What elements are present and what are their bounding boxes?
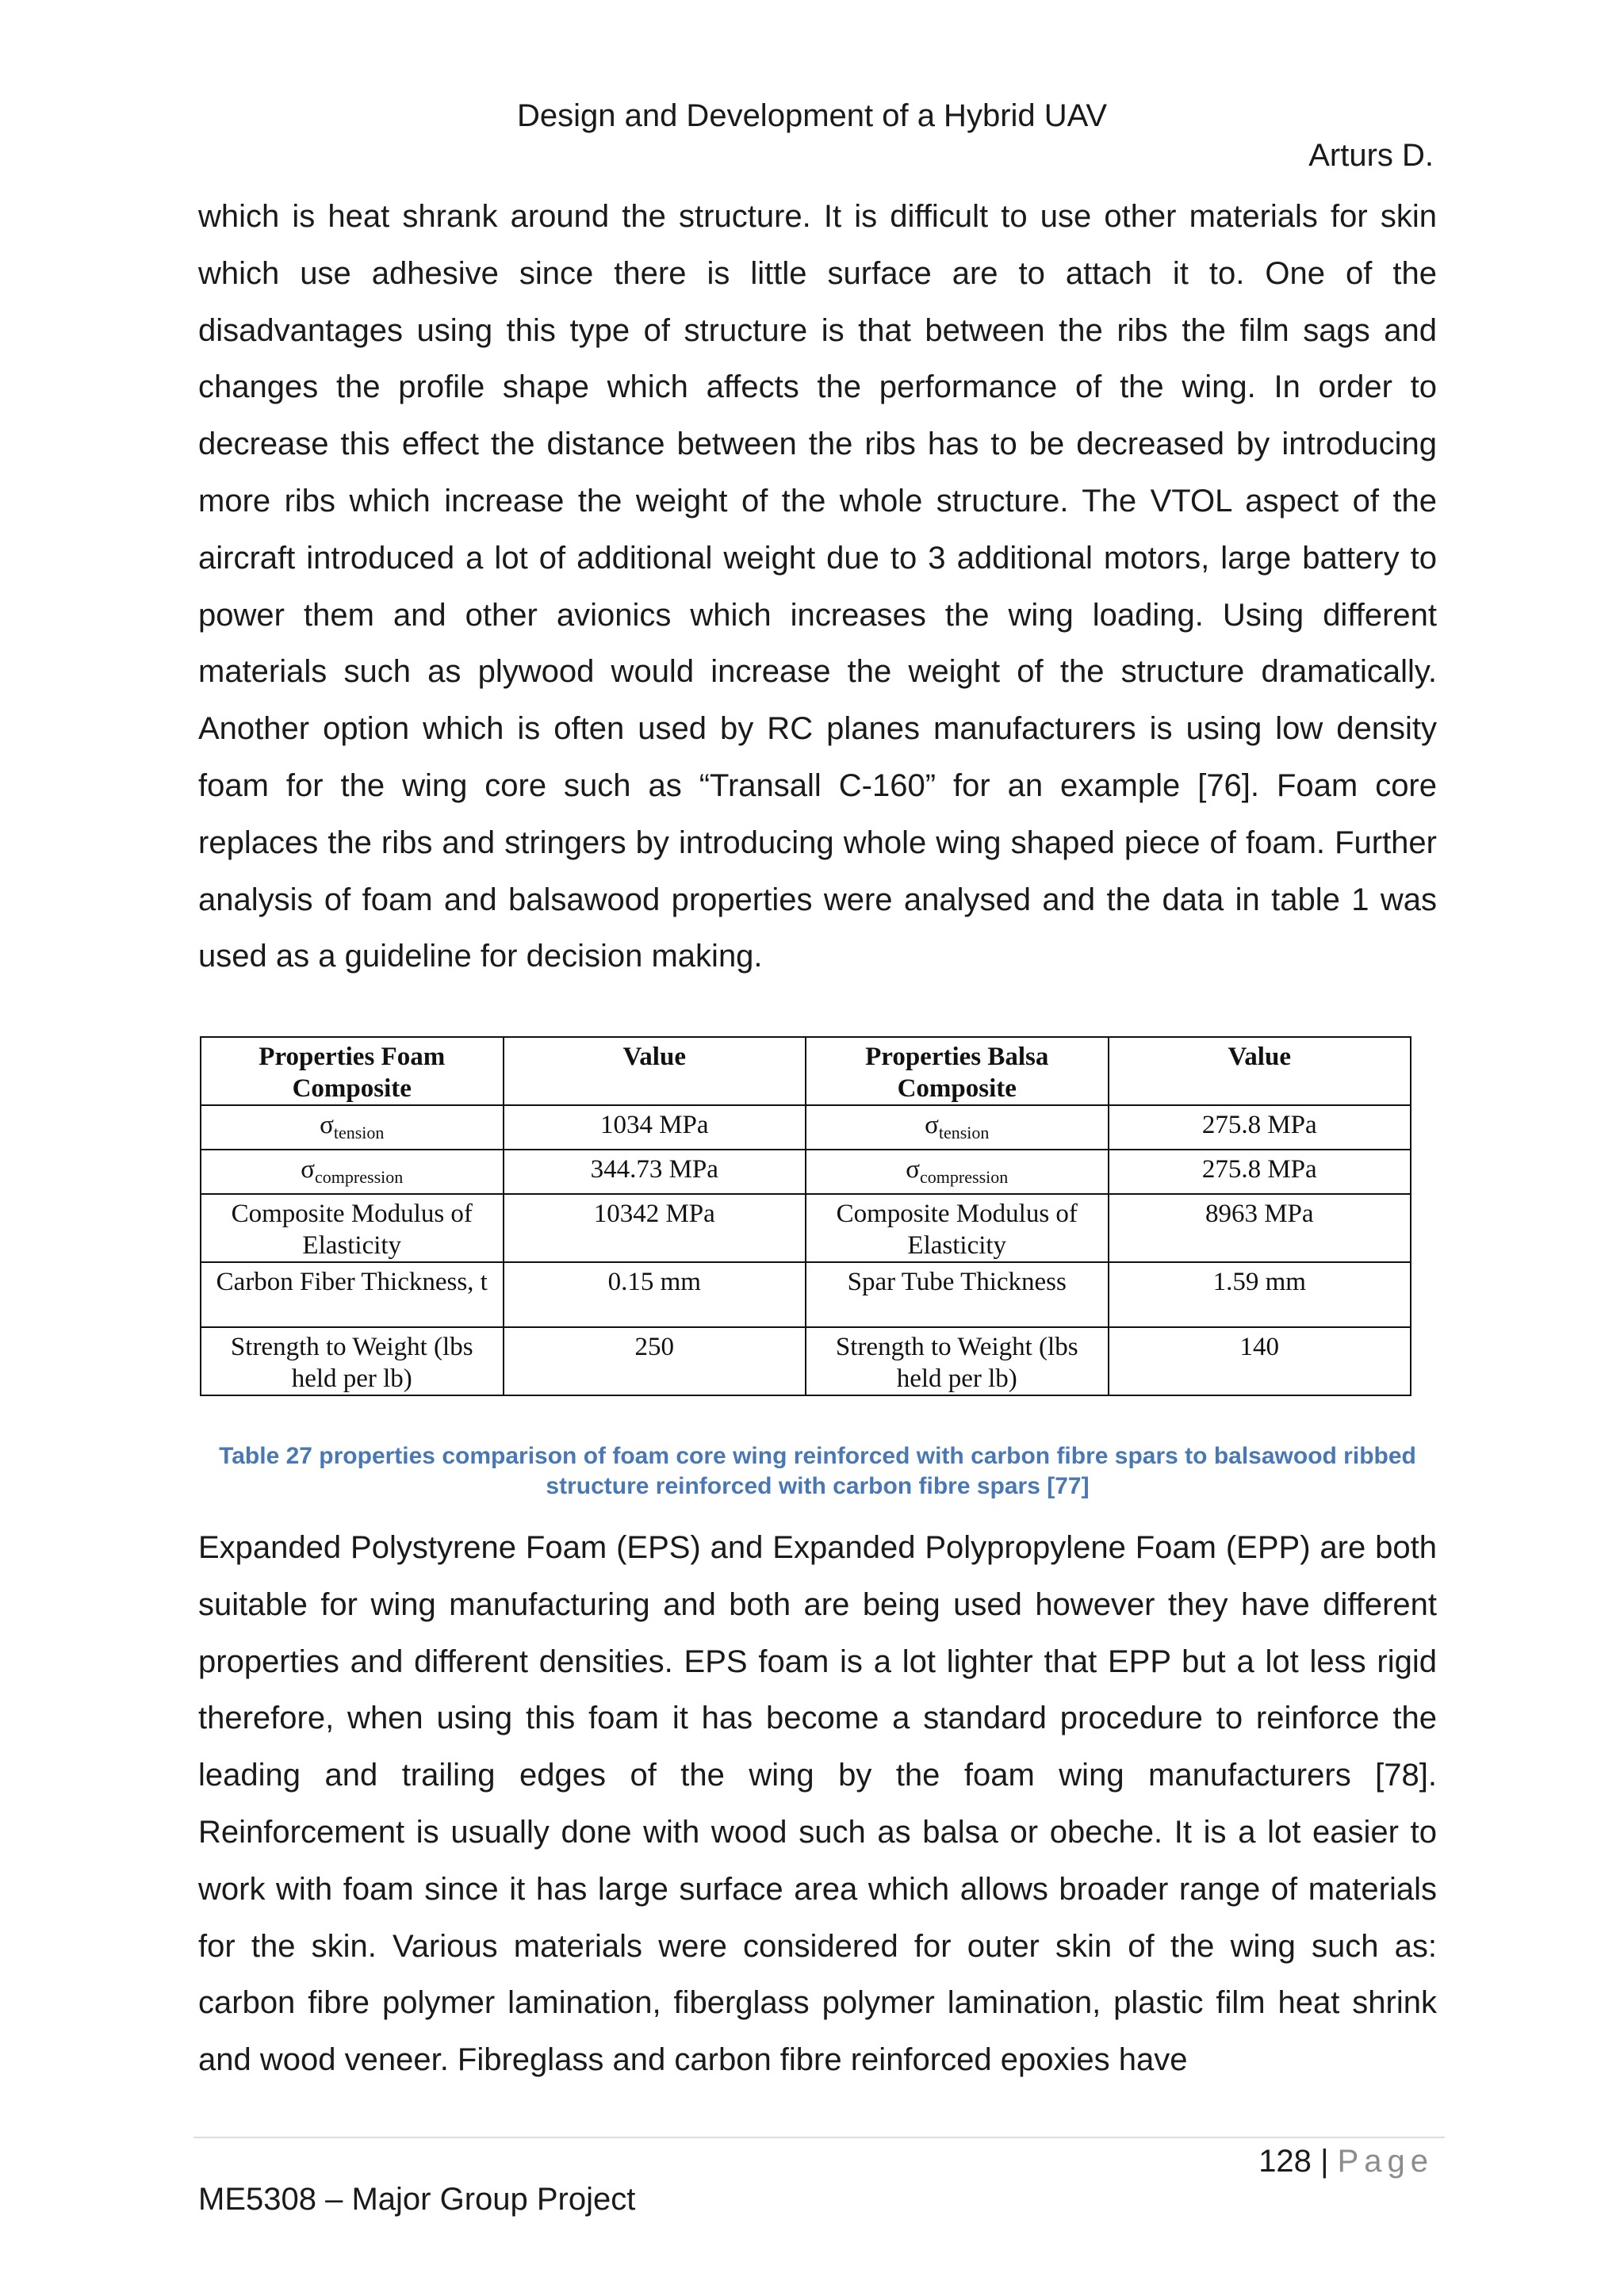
table-row [201,1105,1411,1150]
table-cell: 1.59 mm [1109,1262,1411,1327]
sigma-symbol: $\sigma_{tension}$ [925,1111,990,1142]
table-cell [806,1150,1109,1194]
footer-course-name: ME5308 – Major Group Project [198,2182,636,2217]
table-header-row [201,1037,1411,1105]
page-header-author: Arturs D. [1308,138,1434,173]
table-cell: 275.8 MPa [1109,1150,1411,1194]
table-cell: 0.15 mm [504,1262,806,1327]
table-cell [201,1150,504,1194]
table-header-cell: Properties Foam Composite [201,1037,504,1105]
table-cell [806,1105,1109,1150]
body-paragraph-1: which is heat shrank around the structure. It is difficult to use other materials for skin which use adhesive since there is little surface are to attach it to. One of the disadvantages using this type of structure is that between the ribs the film sags and changes the profile shape which affects the performance of the wing. In order to decrease this effect the distance between the ribs has to be decreased by introducing more ribs which increase the weight of the whole structure. The VTOL aspect of the aircraft introduced a lot of additional weight due to 3 additional motors, large battery to power them and other avionics which increases the wing loading. Using different materials such as plywood would increase the weight of the structure dramatically. Another option which is often used by RC planes manufacturers is using low density foam for the wing core such as “Transall C-160” for an example [76]. Foam core replaces the ribs and stringers by introducing whole wing shaped piece of foam. Further analysis of foam and balsawood properties were analysed and the data in table 1 was used as a guideline for decision making. [198,199,1437,974]
table-header-cell: Properties Balsa Composite [806,1037,1109,1105]
table-header-cell: Value [504,1037,806,1105]
table-cell: Spar Tube Thickness [806,1262,1109,1327]
page-word: Page [1337,2144,1434,2179]
table-cell: 275.8 MPa [1109,1105,1411,1150]
page-number: 128 | Page [1258,2144,1434,2179]
table-cell: 1034 MPa [504,1105,806,1150]
table-cell: 250 [504,1327,806,1395]
table-cell: Strength to Weight (lbs held per lb) [806,1327,1109,1395]
sigma-symbol: $\sigma_{compression}$ [906,1155,1009,1187]
table-cell: 344.73 MPa [504,1150,806,1194]
sigma-symbol: $\sigma_{compression}$ [301,1155,404,1187]
properties-comparison-table [200,1036,1411,1396]
footer-divider [193,2137,1445,2138]
table-cell: 8963 MPa [1109,1194,1411,1262]
table-row [201,1194,1411,1262]
table-cell: Composite Modulus of Elasticity [806,1194,1109,1262]
table-header-cell: Value [1109,1037,1411,1105]
table-cell [201,1105,504,1150]
sigma-symbol: $\sigma_{tension}$ [320,1111,385,1142]
table-cell: Carbon Fiber Thickness, t [201,1262,504,1327]
table-row [201,1327,1411,1395]
table-caption: Table 27 properties comparison of foam core wing reinforced with carbon fibre spars to balsawood ribbed structure reinforced with carbon fibre spars [77] [219,1443,1416,1499]
table-row [201,1150,1411,1194]
table-cell: 10342 MPa [504,1194,806,1262]
body-paragraph-2: Expanded Polystyrene Foam (EPS) and Expanded Polypropylene Foam (EPP) are both suitable for wing manufacturing and both are being used however they have different properties and different densities. EPS foam is a lot lighter that EPP but a lot less rigid therefore, when using this foam it has become a standard procedure to reinforce the leading and trailing edges of the wing by the foam wing manufacturers [78]. Reinforcement is usually done with wood such as balsa or obeche. It is a lot easier to work with foam since it has large surface area which allows broader range of materials for the skin. Various materials were considered for outer skin of the wing such as: carbon fibre polymer lamination, fiberglass polymer lamination, plastic film heat shrink and wood veneer. Fibreglass and carbon fibre reinforced epoxies have [198,1530,1437,2078]
table-cell: Strength to Weight (lbs held per lb) [201,1327,504,1395]
table-row [201,1262,1411,1327]
page-header-title: Design and Development of a Hybrid UAV [516,98,1108,133]
table-cell: Composite Modulus of Elasticity [201,1194,504,1262]
table-cell: 140 [1109,1327,1411,1395]
